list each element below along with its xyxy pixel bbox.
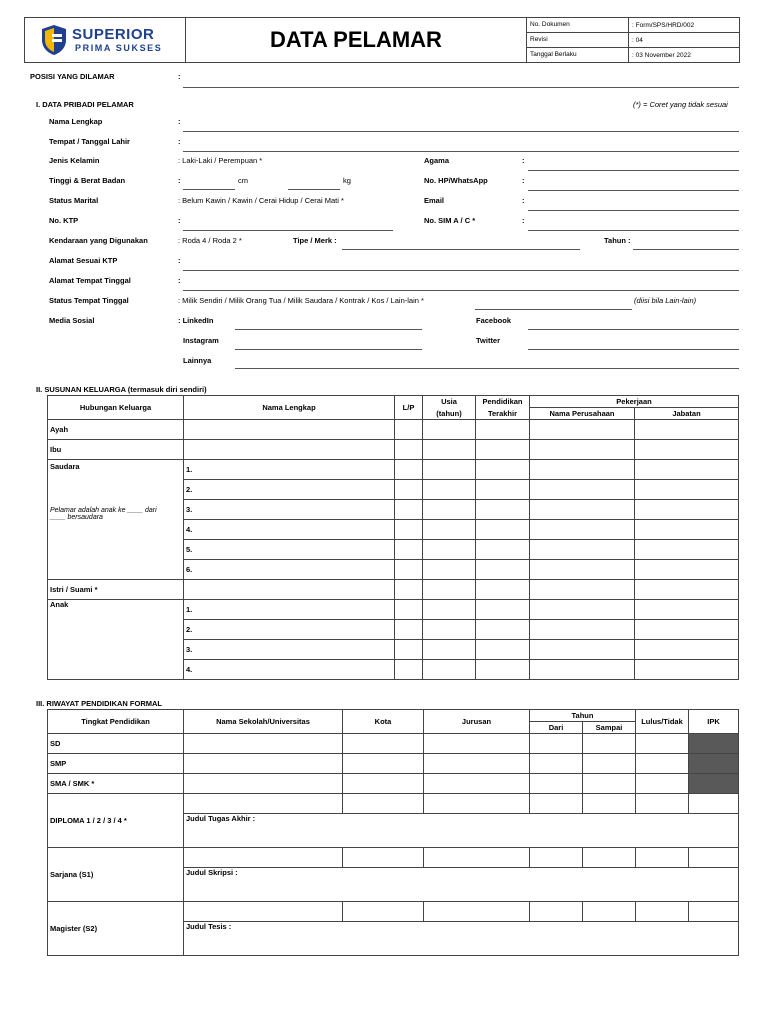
col-hubungan: Hubungan Keluarga — [48, 396, 184, 420]
judul-ta-label[interactable]: Judul Tugas Akhir : — [184, 814, 739, 828]
section2-title: II. SUSUNAN KELUARGA (termasuk diri sendiri) — [36, 385, 207, 394]
marital-value[interactable]: : Belum Kawin / Kawin / Cerai Hidup / Cerai Mati * — [178, 196, 344, 205]
meta-value: : 04 — [632, 36, 643, 44]
row-ayah-label: Ayah — [48, 420, 184, 440]
cell[interactable] — [635, 520, 739, 540]
row-sd-label: SD — [48, 734, 184, 754]
cell[interactable] — [583, 848, 636, 868]
row-ibu-label: Ibu — [48, 440, 184, 460]
tinggi-field[interactable] — [183, 189, 235, 190]
alamat-ktp-label: Alamat Sesuai KTP — [49, 256, 118, 265]
cell[interactable] — [343, 774, 424, 794]
cell[interactable] — [530, 620, 635, 640]
ipk-disabled-cell — [689, 754, 739, 774]
col-nama: Nama Lengkap — [184, 396, 395, 420]
cell[interactable] — [184, 754, 343, 774]
cell[interactable] — [184, 734, 343, 754]
shield-logo-icon — [41, 24, 67, 56]
tipe-field[interactable] — [342, 249, 580, 250]
num-cell[interactable]: 1. — [184, 460, 395, 480]
cell[interactable] — [395, 480, 423, 500]
cell[interactable] — [635, 480, 739, 500]
cell[interactable] — [635, 620, 739, 640]
cell[interactable] — [395, 560, 423, 580]
colon: : — [178, 176, 181, 185]
cell[interactable] — [583, 902, 636, 922]
cell[interactable] — [395, 520, 423, 540]
col-pendidikan: Pendidikan — [476, 396, 530, 408]
family-table — [47, 395, 739, 680]
table-row — [48, 600, 739, 620]
nama-label: Nama Lengkap — [49, 117, 103, 126]
table-row — [48, 440, 739, 460]
cell[interactable] — [635, 600, 739, 620]
cell[interactable] — [635, 440, 739, 460]
cell[interactable] — [635, 660, 739, 680]
num-cell[interactable]: 6. — [184, 560, 395, 580]
cell[interactable] — [184, 848, 343, 868]
col-sampai: Sampai — [583, 722, 636, 734]
sim-label: No. SIM A / C * — [424, 216, 476, 225]
table-row — [48, 580, 739, 600]
cell[interactable] — [424, 794, 530, 814]
colon: : — [178, 216, 181, 225]
cell[interactable] — [423, 420, 476, 440]
meta-label: Revisi — [527, 33, 629, 47]
alamat-tinggal-label: Alamat Tempat Tinggal — [49, 276, 131, 285]
meta-label: No. Dokumen — [527, 18, 629, 32]
anak-ke-text: Pelamar adalah anak ke ____ dari — [50, 507, 157, 514]
colon: : — [522, 216, 525, 225]
cell[interactable] — [395, 660, 423, 680]
judul-skripsi-space[interactable] — [184, 882, 739, 902]
lainnya-label: Lainnya — [183, 356, 212, 365]
table-row — [48, 848, 739, 868]
tahun-label: Tahun : — [604, 236, 631, 245]
cell[interactable] — [476, 520, 530, 540]
lainnya-field[interactable] — [235, 368, 739, 369]
cell[interactable] — [184, 420, 395, 440]
cell[interactable] — [476, 500, 530, 520]
section3-title: III. RIWAYAT PENDIDIKAN FORMAL — [36, 699, 162, 708]
logo-top-text: SUPERIOR — [72, 26, 155, 43]
cell[interactable] — [476, 620, 530, 640]
col-usia: Usia — [423, 396, 476, 408]
num-cell[interactable]: 5. — [184, 540, 395, 560]
linkedin-label: : LinkedIn — [178, 316, 214, 325]
cell[interactable] — [636, 734, 689, 754]
num-cell[interactable]: 1. — [184, 600, 395, 620]
cell[interactable] — [583, 754, 636, 774]
num-cell[interactable]: 4. — [184, 660, 395, 680]
status-tinggal-value[interactable]: : Milik Sendiri / Milik Orang Tua / Milik Saudara / Kontrak / Kos / Lain-lain * — [178, 296, 424, 305]
ktp-field[interactable] — [183, 230, 393, 231]
cell[interactable] — [530, 440, 635, 460]
cell[interactable] — [476, 580, 530, 600]
table-row — [48, 902, 739, 922]
cell[interactable] — [530, 902, 583, 922]
num-cell[interactable]: 2. — [184, 480, 395, 500]
cell[interactable] — [530, 774, 583, 794]
logo-cell — [25, 18, 186, 63]
berat-field[interactable] — [288, 189, 340, 190]
row-magister-label: Magister (S2) — [48, 902, 184, 956]
colon: : — [178, 72, 181, 81]
cell[interactable] — [423, 640, 476, 660]
bersaudara-text: ____ bersaudara — [50, 514, 103, 521]
cell[interactable] — [395, 500, 423, 520]
cell[interactable] — [635, 500, 739, 520]
kendaraan-label: Kendaraan yang Digunakan — [49, 236, 148, 245]
twitter-field[interactable] — [528, 349, 739, 350]
colon: : — [522, 156, 525, 165]
cm-unit: cm — [238, 176, 248, 185]
cell[interactable] — [530, 520, 635, 540]
col-perusahaan: Nama Perusahaan — [530, 408, 635, 420]
tahun-field[interactable] — [633, 249, 739, 250]
sim-field[interactable] — [528, 230, 739, 231]
cell[interactable] — [530, 580, 635, 600]
cell[interactable] — [423, 480, 476, 500]
jk-value[interactable]: : Laki-Laki / Perempuan * — [178, 156, 263, 165]
doc-meta — [527, 18, 740, 63]
cell[interactable] — [424, 754, 530, 774]
cell[interactable] — [476, 660, 530, 680]
cell[interactable] — [689, 794, 739, 814]
col-kota: Kota — [343, 710, 424, 734]
header-table — [24, 17, 740, 63]
ipk-disabled-cell — [689, 774, 739, 794]
row-smp-label: SMP — [48, 754, 184, 774]
col-lulus: Lulus/Tidak — [636, 710, 689, 734]
cell[interactable] — [395, 420, 423, 440]
col-usia-unit: (tahun) — [423, 408, 476, 420]
cell[interactable] — [530, 794, 583, 814]
row-istri-label: Istri / Suami * — [48, 580, 184, 600]
cell[interactable] — [424, 902, 530, 922]
num-cell[interactable]: 3. — [184, 500, 395, 520]
cell[interactable] — [530, 540, 635, 560]
cell[interactable] — [476, 560, 530, 580]
cell[interactable] — [689, 848, 739, 868]
cell[interactable] — [184, 440, 395, 460]
col-jabatan: Jabatan — [635, 408, 739, 420]
jk-label: Jenis Kelamin — [49, 156, 100, 165]
num-cell[interactable]: 4. — [184, 520, 395, 540]
cell[interactable] — [423, 500, 476, 520]
status-tinggal-label: Status Tempat Tinggal — [49, 296, 129, 305]
col-pendidikan-2: Terakhir — [476, 408, 530, 420]
num-cell[interactable]: 2. — [184, 620, 395, 640]
judul-skripsi-label[interactable]: Judul Skripsi : — [184, 868, 739, 882]
cell[interactable] — [636, 848, 689, 868]
logo-bottom-text: PRIMA SUKSES — [75, 43, 163, 53]
table-row — [48, 420, 739, 440]
cell[interactable] — [635, 560, 739, 580]
alamat-ktp-field[interactable] — [183, 270, 739, 271]
education-table — [47, 709, 739, 956]
cell[interactable] — [530, 660, 635, 680]
saudara-cell — [48, 460, 184, 580]
row-diploma-label: DIPLOMA 1 / 2 / 3 / 4 * — [48, 794, 184, 848]
cell[interactable] — [530, 640, 635, 660]
row-sarjana-label: Sarjana (S1) — [48, 848, 184, 902]
diisi-note: (diisi bila Lain-lain) — [634, 296, 697, 305]
table-row — [48, 734, 739, 754]
col-jurusan: Jurusan — [424, 710, 530, 734]
row-sma-label: SMA / SMK * — [48, 774, 184, 794]
cell[interactable] — [184, 902, 343, 922]
cell[interactable] — [184, 580, 395, 600]
kendaraan-value[interactable]: : Roda 4 / Roda 2 * — [178, 236, 242, 245]
tipe-label: Tipe / Merk : — [293, 236, 337, 245]
hp-label: No. HP/WhatsApp — [424, 176, 488, 185]
medsos-label: Media Sosial — [49, 316, 95, 325]
cell[interactable] — [583, 774, 636, 794]
cell[interactable] — [395, 600, 423, 620]
coret-note: (*) = Coret yang tidak sesuai — [633, 100, 728, 109]
table-row — [48, 794, 739, 814]
nama-field[interactable] — [183, 131, 739, 132]
facebook-field[interactable] — [528, 329, 739, 330]
cell[interactable] — [476, 600, 530, 620]
cell[interactable] — [583, 794, 636, 814]
meta-label: Tanggal Berlaku — [527, 48, 629, 62]
row-saudara-label: Saudara — [50, 462, 80, 471]
cell[interactable] — [343, 848, 424, 868]
agama-field[interactable] — [528, 170, 739, 171]
hp-field[interactable] — [528, 190, 739, 191]
cell[interactable] — [530, 754, 583, 774]
cell[interactable] — [423, 520, 476, 540]
col-tingkat: Tingkat Pendidikan — [48, 710, 184, 734]
kg-unit: kg — [343, 176, 351, 185]
col-sekolah: Nama Sekolah/Universitas — [184, 710, 343, 734]
num-cell[interactable]: 3. — [184, 640, 395, 660]
colon: : — [522, 176, 525, 185]
colon: : — [178, 137, 181, 146]
cell[interactable] — [636, 902, 689, 922]
cell[interactable] — [423, 460, 476, 480]
table-row — [48, 460, 739, 480]
linkedin-field[interactable] — [235, 329, 422, 330]
cell[interactable] — [635, 640, 739, 660]
cell[interactable] — [395, 620, 423, 640]
cell[interactable] — [635, 540, 739, 560]
instagram-label: Instagram — [183, 336, 219, 345]
cell[interactable] — [530, 734, 583, 754]
cell[interactable] — [476, 420, 530, 440]
colon: : — [178, 256, 181, 265]
cell[interactable] — [184, 794, 343, 814]
meta-value: : Form/SPS/HRD/002 — [632, 21, 695, 29]
lain-lain-field[interactable] — [475, 309, 632, 310]
alamat-tinggal-field[interactable] — [183, 290, 739, 291]
email-field[interactable] — [528, 210, 739, 211]
cell[interactable] — [636, 754, 689, 774]
meta-value: : 03 November 2022 — [632, 51, 691, 59]
cell[interactable] — [689, 902, 739, 922]
colon: : — [178, 117, 181, 126]
cell[interactable] — [423, 620, 476, 640]
cell[interactable] — [476, 640, 530, 660]
cell[interactable] — [530, 560, 635, 580]
col-ipk: IPK — [689, 710, 739, 734]
table-row — [48, 774, 739, 794]
row-anak-label: Anak — [48, 600, 184, 680]
col-lp: L/P — [395, 396, 423, 420]
judul-tesis-space[interactable] — [184, 936, 739, 956]
col-pekerjaan: Pekerjaan — [530, 396, 739, 408]
cell[interactable] — [423, 540, 476, 560]
page-title: DATA PELAMAR — [186, 18, 527, 63]
posisi-label: POSISI YANG DILAMAR — [30, 72, 115, 81]
email-label: Email — [424, 196, 445, 205]
cell[interactable] — [530, 848, 583, 868]
ktp-label: No. KTP — [49, 216, 79, 225]
judul-ta-space[interactable] — [184, 828, 739, 848]
agama-label: Agama — [424, 156, 450, 165]
cell[interactable] — [423, 600, 476, 620]
cell[interactable] — [476, 540, 530, 560]
cell[interactable] — [530, 600, 635, 620]
twitter-label: Twitter — [476, 336, 501, 345]
cell[interactable] — [395, 440, 423, 460]
cell[interactable] — [530, 420, 635, 440]
cell[interactable] — [423, 660, 476, 680]
cell[interactable] — [635, 460, 739, 480]
cell[interactable] — [530, 480, 635, 500]
cell[interactable] — [423, 440, 476, 460]
cell[interactable] — [635, 420, 739, 440]
cell[interactable] — [395, 460, 423, 480]
cell[interactable] — [343, 902, 424, 922]
cell[interactable] — [424, 734, 530, 754]
cell[interactable] — [343, 754, 424, 774]
cell[interactable] — [476, 460, 530, 480]
cell[interactable] — [424, 848, 530, 868]
section1-title: I. DATA PRIBADI PELAMAR — [36, 100, 134, 109]
cell[interactable] — [583, 734, 636, 754]
tb-label: Tinggi & Berat Badan — [49, 176, 126, 185]
cell[interactable] — [636, 794, 689, 814]
cell[interactable] — [423, 560, 476, 580]
table-row — [48, 754, 739, 774]
cell[interactable] — [530, 460, 635, 480]
judul-tesis-label[interactable]: Judul Tesis : — [184, 922, 739, 936]
cell[interactable] — [395, 640, 423, 660]
cell[interactable] — [395, 540, 423, 560]
colon: : — [522, 196, 525, 205]
cell[interactable] — [476, 480, 530, 500]
cell[interactable] — [636, 774, 689, 794]
cell[interactable] — [423, 580, 476, 600]
cell[interactable] — [635, 580, 739, 600]
col-dari: Dari — [530, 722, 583, 734]
posisi-field[interactable] — [183, 87, 739, 88]
ipk-disabled-cell — [689, 734, 739, 754]
cell[interactable] — [530, 500, 635, 520]
cell[interactable] — [343, 794, 424, 814]
ttl-field[interactable] — [183, 151, 739, 152]
cell[interactable] — [424, 774, 530, 794]
marital-label: Status Marital — [49, 196, 99, 205]
facebook-label: Facebook — [476, 316, 512, 325]
ttl-label: Tempat / Tanggal Lahir — [49, 137, 130, 146]
cell[interactable] — [184, 774, 343, 794]
instagram-field[interactable] — [235, 349, 422, 350]
cell[interactable] — [476, 440, 530, 460]
col-tahun: Tahun — [530, 710, 636, 722]
colon: : — [178, 276, 181, 285]
cell[interactable] — [395, 580, 423, 600]
cell[interactable] — [343, 734, 424, 754]
